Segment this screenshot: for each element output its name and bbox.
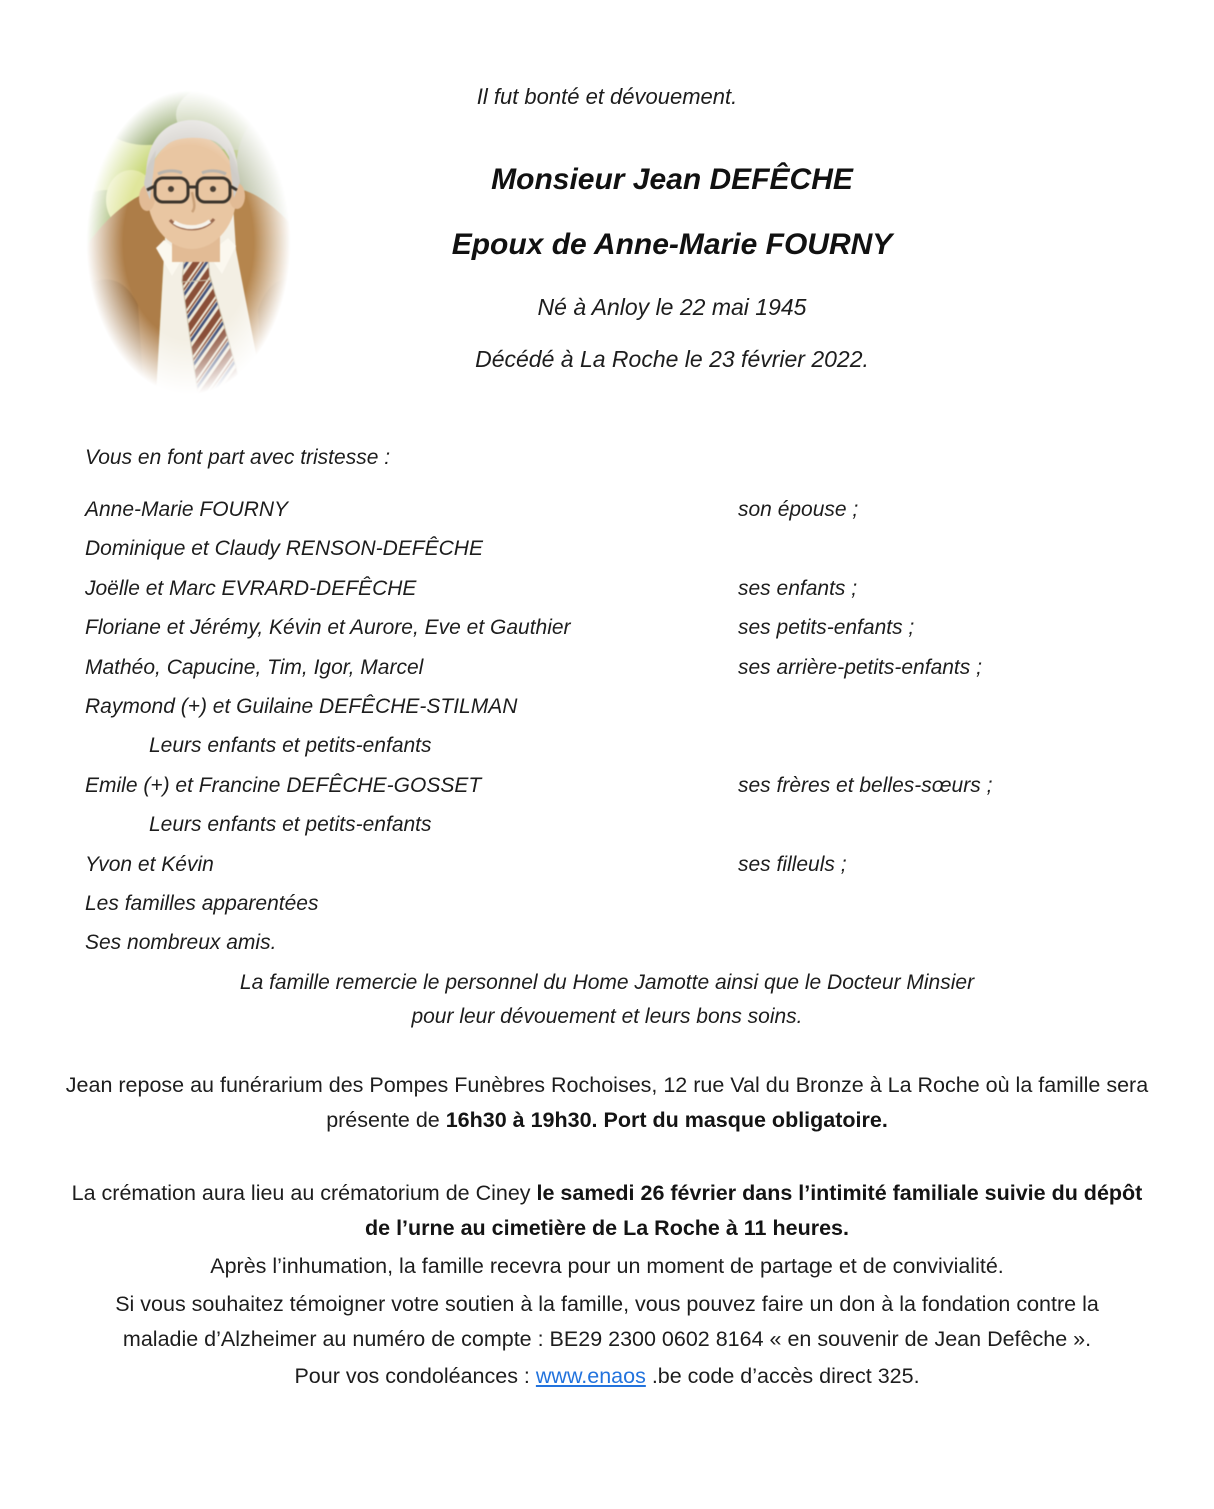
family-row [85,569,1184,608]
birth-line: Né à Anloy le 22 mai 1945 [537,294,807,320]
family-relation-label: son épouse ; [738,498,859,521]
family-member-name: Leurs enfants et petits-enfants [149,734,432,758]
condolences-line [55,1359,1159,1394]
cremation-date-bold: le samedi 26 février dans l’intimité familiale suivie du dépôt [536,1181,1143,1205]
funeral-home-paragraph [55,1068,1159,1138]
family-row [85,529,1184,568]
deceased-name: Monsieur Jean DEFÊCHE [491,163,853,196]
family-member-name: Raymond (+) et Guilaine DEFÊCHE-STILMAN [85,694,518,718]
condolences-prefix: Pour vos condoléances : [294,1364,536,1388]
donation-paragraph [55,1287,1159,1357]
family-member-name: Leurs enfants et petits-enfants [149,813,432,837]
thanks-line-2: pour leur dévouement et leurs bons soins. [411,1005,803,1028]
spouse-line: Epoux de Anne-Marie FOURNY [451,228,893,261]
family-member-name: Ses nombreux amis. [85,931,277,955]
family-member-name: Anne-Marie FOURNY [85,498,289,521]
family-row [85,884,1184,923]
cremation-line-2 [55,1211,1159,1246]
visiting-hours-bold: 16h30 à 19h30. Port du masque obligatoire. [445,1108,888,1132]
donation-line-1: Si vous souhaitez témoigner votre soutien à la famille, vous pouvez faire un don à la fondation contre la [115,1292,1099,1316]
family-member-name: Les familles apparentées [85,891,319,915]
announcement-intro: Vous en font part avec tristesse : [85,446,391,469]
family-relation-label: ses filleuls ; [738,852,847,876]
family-member-name: Emile (+) et Francine DEFÊCHE-GOSSET [85,773,482,797]
family-row [85,490,1184,529]
cremation-line-1 [55,1176,1159,1211]
urn-deposit-bold: de l’urne au cimetière de La Roche à 11 heures. [365,1216,849,1240]
family-relation-label: ses petits-enfants ; [738,616,915,640]
family-row [85,805,1184,844]
condolences-suffix: .be code d’accès direct 325. [645,1364,920,1388]
family-row [85,766,1184,805]
thanks-paragraph [0,966,1214,1034]
epitaph-quote: Il fut bonté et dévouement. [476,84,738,109]
family-row [85,648,1184,687]
donation-line-2: maladie d’Alzheimer au numéro de compte : BE29 2300 0602 8164 « en souvenir de Jean Defêche ». [122,1327,1092,1351]
family-row [85,608,1184,647]
family-row [85,923,1184,962]
visiting-hours-intro: présente de [326,1108,446,1132]
enaos-link[interactable]: www.enaos [535,1364,646,1388]
funeral-home-line-1: Jean repose au funérarium des Pompes Funèbres Rochoises, 12 rue Val du Bronze à La Roche où la famille sera [65,1073,1149,1097]
family-member-name: Yvon et Kévin [85,852,214,876]
family-row [85,726,1184,765]
cremation-paragraph [55,1176,1159,1246]
family-member-name: Mathéo, Capucine, Tim, Igor, Marcel [85,655,424,679]
family-row [85,845,1184,884]
reception-line: Après l’inhumation, la famille recevra pour un moment de partage et de convivialité. [210,1254,1004,1278]
family-member-name: Floriane et Jérémy, Kévin et Aurore, Eve et Gauthier [85,616,571,640]
funeral-home-line-2 [55,1103,1159,1138]
family-row [85,687,1184,726]
death-line: Décédé à La Roche le 23 février 2022. [475,346,869,372]
thanks-line-1: La famille remercie le personnel du Home Jamotte ainsi que le Docteur Minsier [239,971,975,994]
family-member-name: Joëlle et Marc EVRARD-DEFÊCHE [85,576,417,600]
family-member-name: Dominique et Claudy RENSON-DEFÊCHE [85,537,483,561]
family-relation-label: ses frères et belles-sœurs ; [738,773,993,797]
family-relation-label: ses enfants ; [738,576,858,600]
cremation-intro: La crémation aura lieu au crématorium de Ciney [71,1181,537,1205]
family-list [85,438,1184,963]
family-relation-label: ses arrière-petits-enfants ; [738,655,982,679]
